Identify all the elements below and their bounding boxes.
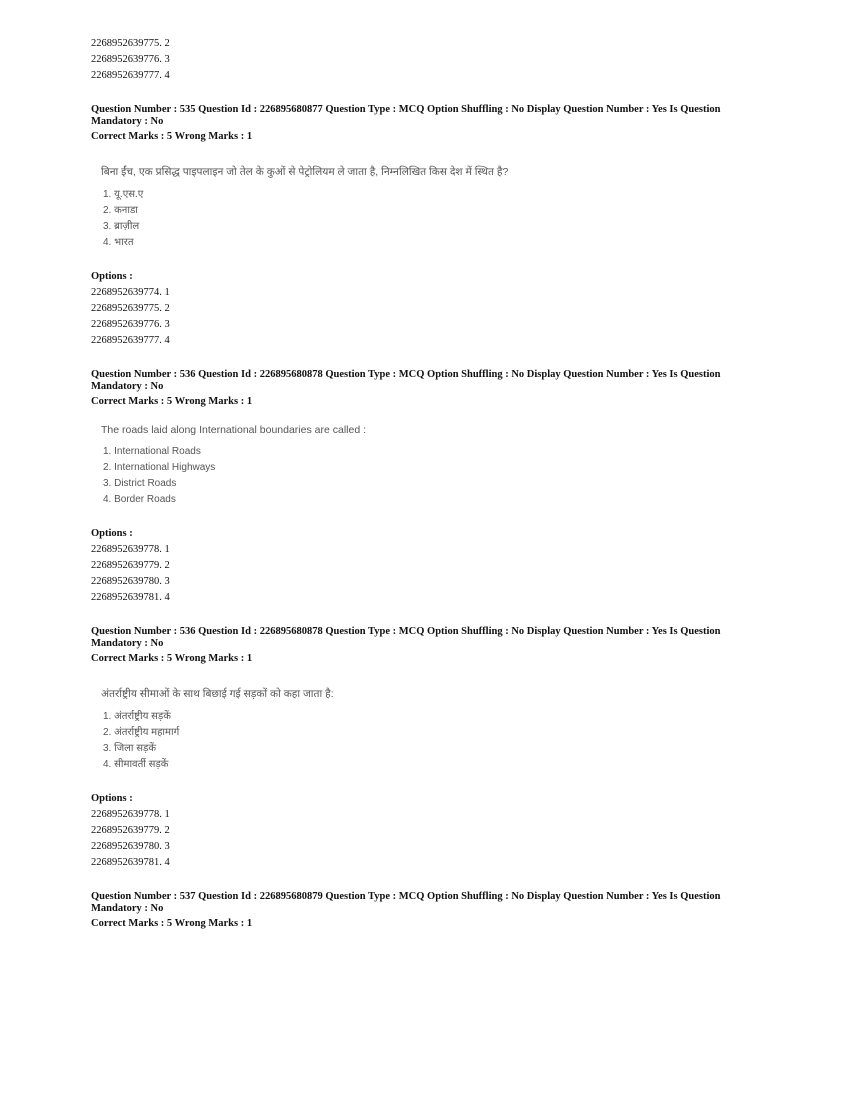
option-line: 2268952639776. 3 (91, 319, 170, 330)
option-line: 2268952639778. 1 (91, 544, 170, 555)
option-line: 2268952639778. 1 (91, 809, 170, 820)
question-choices (91, 709, 751, 773)
question-header (91, 626, 751, 665)
option-line: 2268952639775. 2 (91, 38, 170, 49)
question-choices (91, 187, 751, 251)
question-header-line1: Question Number : 536 Question Id : 226895680878 Question Type : MCQ Option Shuffling : No Display Question Number : Yes Is Question (91, 369, 721, 380)
choice-item: 3. जिला सड़कें (103, 743, 157, 754)
option-line: 2268952639781. 4 (91, 592, 170, 603)
question-text: The roads laid along International boundaries are called : (101, 424, 367, 436)
question-marks: Correct Marks : 5 Wrong Marks : 1 (91, 131, 253, 142)
options-label: Options : (91, 528, 133, 539)
question-header-line2: Mandatory : No (91, 903, 164, 914)
choice-item: 3. District Roads (103, 478, 177, 489)
option-line: 2268952639781. 4 (91, 857, 170, 868)
option-line: 2268952639779. 2 (91, 825, 170, 836)
question-text: अंतर्राष्ट्रीय सीमाओं के साथ बिछाई गई सड़कों को कहा जाता है: (101, 688, 334, 700)
question-header (91, 369, 751, 408)
option-line: 2268952639776. 3 (91, 54, 170, 65)
choice-item: 2. अंतर्राष्ट्रीय महामार्ग (103, 727, 180, 738)
option-line: 2268952639775. 2 (91, 303, 170, 314)
choice-item: 2. कनाडा (103, 205, 138, 216)
question-block-536-en (91, 369, 751, 606)
choice-item: 3. ब्राज़ील (103, 221, 140, 232)
option-line: 2268952639777. 4 (91, 70, 170, 81)
question-marks: Correct Marks : 5 Wrong Marks : 1 (91, 918, 253, 929)
question-header-line1: Question Number : 535 Question Id : 226895680877 Question Type : MCQ Option Shuffling : No Display Question Number : Yes Is Question (91, 104, 721, 115)
question-header-line2: Mandatory : No (91, 381, 164, 392)
question-header-line1: Question Number : 536 Question Id : 226895680878 Question Type : MCQ Option Shuffling : No Display Question Number : Yes Is Question (91, 626, 721, 637)
question-block-536-hi (91, 626, 751, 871)
question-choices (91, 444, 751, 508)
options-label: Options : (91, 793, 133, 804)
document-page (91, 36, 751, 932)
choice-item: 4. भारत (103, 237, 134, 248)
choice-item: 4. सीमावर्ती सड़कें (103, 759, 169, 770)
option-line: 2268952639779. 2 (91, 560, 170, 571)
question-marks: Correct Marks : 5 Wrong Marks : 1 (91, 396, 253, 407)
choice-item: 4. Border Roads (103, 494, 176, 505)
option-line: 2268952639777. 4 (91, 335, 170, 346)
question-header (91, 104, 751, 143)
choice-item: 1. International Roads (103, 446, 201, 457)
question-header-line2: Mandatory : No (91, 116, 164, 127)
question-block-535 (91, 104, 751, 349)
choice-item: 1. अंतर्राष्ट्रीय सड़कें (103, 711, 171, 722)
options-label: Options : (91, 271, 133, 282)
top-options (91, 36, 751, 84)
question-header (91, 891, 751, 930)
question-text: बिना ईंच, एक प्रसिद्ध पाइपलाइन जो तेल के कुओं से पेट्रोलियम ले जाता है, निम्नलिखित किस देश में स्थित है? (101, 166, 509, 178)
option-line: 2268952639780. 3 (91, 841, 170, 852)
question-marks: Correct Marks : 5 Wrong Marks : 1 (91, 653, 253, 664)
choice-item: 2. International Highways (103, 462, 216, 473)
question-header-line2: Mandatory : No (91, 638, 164, 649)
question-block-537 (91, 891, 751, 930)
option-line: 2268952639774. 1 (91, 287, 170, 298)
question-header-line1: Question Number : 537 Question Id : 226895680879 Question Type : MCQ Option Shuffling : No Display Question Number : Yes Is Question (91, 891, 721, 902)
choice-item: 1. यू.एस.ए (103, 189, 144, 200)
option-line: 2268952639780. 3 (91, 576, 170, 587)
